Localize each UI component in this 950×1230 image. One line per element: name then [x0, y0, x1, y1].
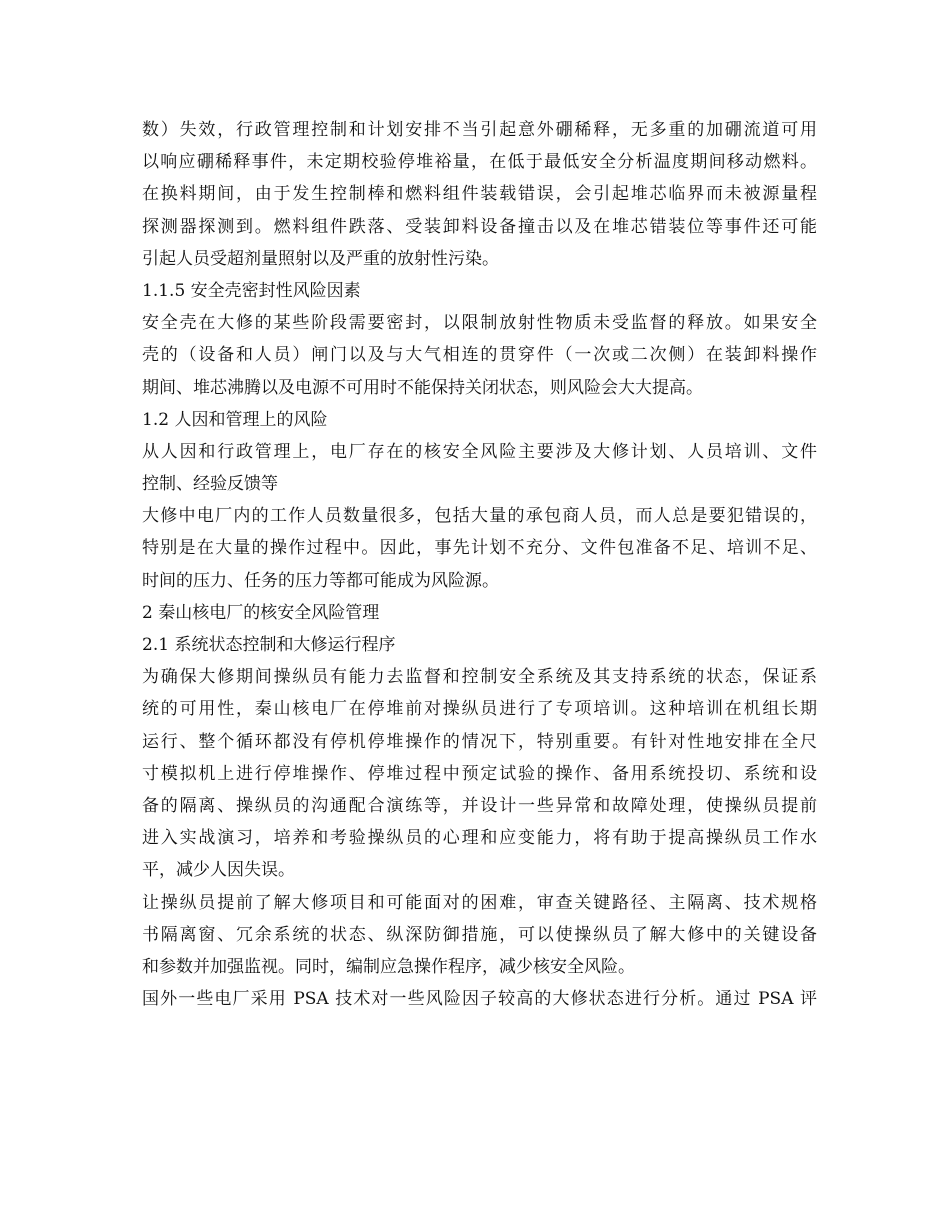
text-line: 平，减少人因失误。 — [142, 860, 295, 881]
text-line: 引起人员受超剂量照射以及严重的放射性污染。 — [142, 248, 499, 269]
chapter-heading: 2 秦山核电厂的核安全风险管理 — [142, 602, 380, 623]
text-line: 以响应硼稀释事件，未定期校验停堆裕量，在低于最低安全分析温度期间移动燃料。 — [142, 152, 817, 173]
document-body — [142, 114, 817, 1015]
text-line: 书隔离窗、冗余系统的状态、纵深防御措施，可以使操纵员了解大修中的关键设备 — [142, 924, 817, 945]
text-line: 进入实战演习，培养和考验操纵员的心理和应变能力，将有助于提高操纵员工作水 — [142, 828, 817, 849]
text-line: 安全壳在大修的某些阶段需要密封，以限制放射性物质未受监督的释放。如果安全 — [142, 313, 817, 334]
text-line: 大修中电厂内的工作人员数量很多，包括大量的承包商人员，而人总是要犯错误的， — [142, 506, 817, 527]
text-line: 控制、经验反馈等 — [142, 474, 278, 495]
section-heading: 1.1.5 安全壳密封性风险因素 — [142, 280, 361, 301]
text-line: 寸模拟机上进行停堆操作、停堆过程中预定试验的操作、备用系统投切、系统和设 — [142, 763, 817, 784]
text-line: 统的可用性，秦山核电厂在停堆前对操纵员进行了专项培训。这种培训在机组长期 — [142, 699, 817, 720]
text-line: 备的隔离、操纵员的沟通配合演练等，并设计一些异常和故障处理，使操纵员提前 — [142, 795, 817, 816]
text-line: 让操纵员提前了解大修项目和可能面对的困难，审查关键路径、主隔离、技术规格 — [142, 892, 817, 913]
text-line: 数）失效，行政管理控制和计划安排不当引起意外硼稀释，无多重的加硼流道可用 — [142, 120, 817, 140]
text-line: 时间的压力、任务的压力等都可能成为风险源。 — [142, 570, 499, 591]
text-line: 探测器探测到。燃料组件跌落、受装卸料设备撞击以及在堆芯错装位等事件还可能 — [142, 216, 817, 237]
section-heading: 2.1 系统状态控制和大修运行程序 — [142, 635, 396, 655]
text-line: 在换料期间，由于发生控制棒和燃料组件装载错误，会引起堆芯临界而未被源量程 — [142, 184, 817, 205]
text-line: 运行、整个循环都没有停机停堆操作的情况下，特别重要。有针对性地安排在全尺 — [142, 731, 817, 752]
section-heading: 1.2 人因和管理上的风险 — [142, 409, 328, 430]
text-line: 和参数并加强监视。同时，编制应急操作程序，减少核安全风险。 — [142, 956, 635, 977]
text-line: 特别是在大量的操作过程中。因此，事先计划不充分、文件包准备不足、培训不足、 — [142, 538, 817, 559]
text-line: 从人因和行政管理上，电厂存在的核安全风险主要涉及大修计划、人员培训、文件 — [142, 441, 817, 462]
text-line: 国外一些电厂采用 PSA 技术对一些风险因子较高的大修状态进行分析。通过 PSA 评 — [142, 989, 817, 1010]
text-line: 期间、堆芯沸腾以及电源不可用时不能保持关闭状态，则风险会大大提高。 — [142, 377, 703, 398]
text-line: 为确保大修期间操纵员有能力去监督和控制安全系统及其支持系统的状态，保证系 — [142, 667, 817, 688]
text-line: 壳的（设备和人员）闸门以及与大气相连的贯穿件（一次或二次侧）在装卸料操作 — [142, 345, 817, 366]
